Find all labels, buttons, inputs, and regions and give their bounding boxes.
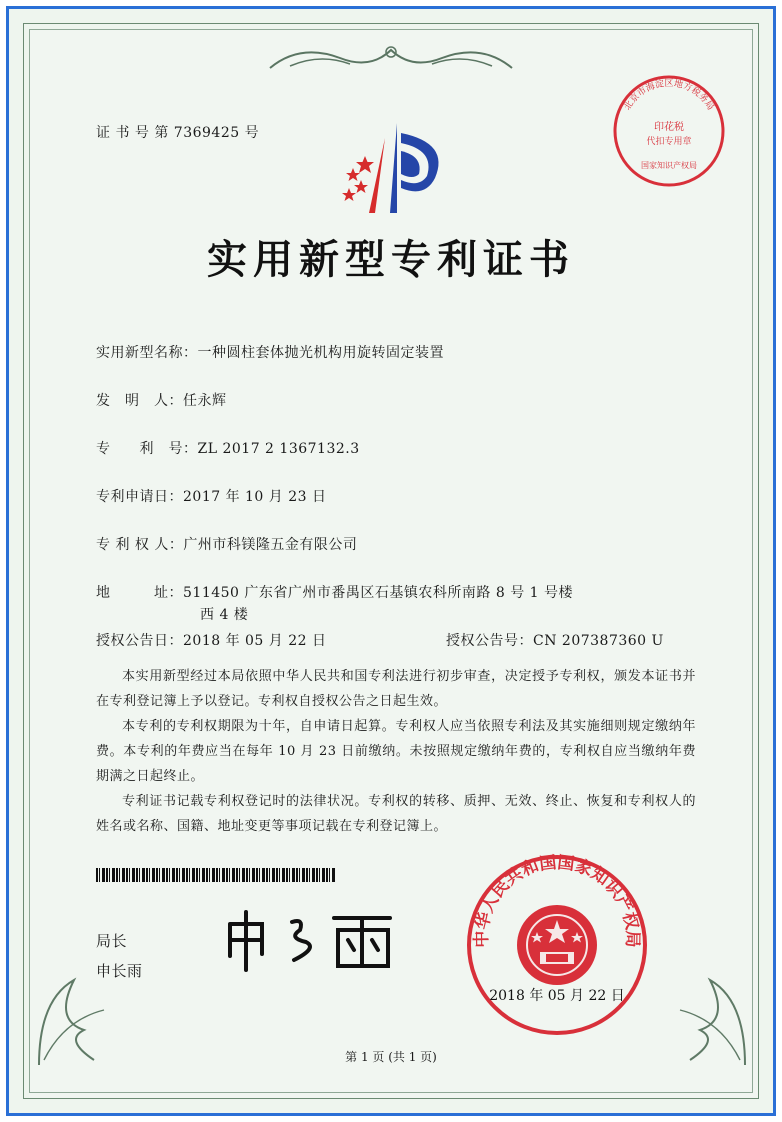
field-patentee-value: 广州市科镁隆五金有限公司 xyxy=(183,537,358,553)
svg-text:北京市海淀区地方税务局 xyxy=(621,77,716,112)
body-paragraph-3: 专利证书记载专利权登记时的法律状况。专利权的转移、质押、无效、终止、恢复和专利权人的姓名或名称、国籍、地址变更等事项记载在专利登记簿上。 xyxy=(96,794,696,834)
field-address-label: 地 址： xyxy=(96,585,183,601)
signature-title: 局长 xyxy=(96,932,128,950)
handwritten-signature xyxy=(222,904,402,974)
field-grant-date-value: 2018 年 05 月 22 日 xyxy=(183,633,327,649)
patent-office-logo-icon xyxy=(335,118,455,218)
field-inventor xyxy=(96,390,227,410)
tax-stamp-bottom-text: 国家知识产权局 xyxy=(641,161,697,170)
field-address xyxy=(96,582,573,602)
tax-stamp-line1: 印花税 xyxy=(654,122,684,133)
field-name xyxy=(96,342,444,362)
field-inventor-value: 任永辉 xyxy=(183,393,227,409)
official-seal xyxy=(462,850,652,1040)
field-patent-no-value: ZL 2017 2 1367132.3 xyxy=(197,441,360,457)
body-paragraph-1: 本实用新型经过本局依照中华人民共和国专利法进行初步审查，决定授予专利权，颁发本证书并在专利登记簿上予以登记。专利权自授权公告之日起生效。 xyxy=(96,669,696,709)
seal-date: 2018 年 05 月 22 日 xyxy=(489,988,625,1004)
certificate-number: 证 书 号 第 7369425 号 xyxy=(96,125,260,141)
certificate-title: 实用新型专利证书 xyxy=(207,236,575,283)
signature-name: 申长雨 xyxy=(96,962,143,980)
field-filing-date-value: 2017 年 10 月 23 日 xyxy=(183,489,327,505)
body-paragraph-2: 本专利的专利权期限为十年，自申请日起算。专利权人应当依照专利法及其实施细则规定缴纳年费。本专利的年费应当在每年 10 月 23 日前缴纳。未按照规定缴纳年费的，专利权自应当缴纳年费期满之日起终止。 xyxy=(96,719,696,784)
field-patentee xyxy=(96,534,357,554)
field-inventor-label: 发 明 人： xyxy=(96,393,183,409)
field-filing-date-label: 专利申请日： xyxy=(96,489,183,505)
tax-stamp-ring-text: 北京市海淀区地方税务局 xyxy=(622,79,716,113)
certificate-body xyxy=(96,664,696,839)
field-grant-date xyxy=(96,630,327,650)
field-name-value: 一种圆柱套体抛光机构用旋转固定装置 xyxy=(197,345,444,361)
field-filing-date xyxy=(96,486,327,506)
seal-ring-text: 中华人民共和国国家知识产权局 xyxy=(471,852,643,948)
field-patent-no xyxy=(96,438,360,458)
field-patent-no-label: 专 利 号： xyxy=(96,441,198,457)
tax-stamp-line2: 代扣专用章 xyxy=(646,137,692,147)
field-patentee-label: 专 利 权 人： xyxy=(96,537,184,553)
field-grant-no-label: 授权公告号： xyxy=(446,633,533,649)
state-emblem-icon xyxy=(517,905,597,985)
field-address-value-2: 西 4 楼 xyxy=(200,607,249,623)
top-ornament xyxy=(260,38,522,78)
tax-stamp xyxy=(610,72,728,190)
barcode xyxy=(96,868,336,882)
field-grant-date-label: 授权公告日： xyxy=(96,633,183,649)
field-grant-no xyxy=(446,630,664,650)
field-name-label: 实用新型名称： xyxy=(96,345,198,361)
page-footer: 第 1 页 (共 1 页) xyxy=(345,1050,437,1064)
field-address-value-1: 511450 广东省广州市番禺区石基镇农科所南路 8 号 1 号楼 xyxy=(183,585,574,601)
field-grant-no-value: CN 207387360 U xyxy=(533,633,664,649)
